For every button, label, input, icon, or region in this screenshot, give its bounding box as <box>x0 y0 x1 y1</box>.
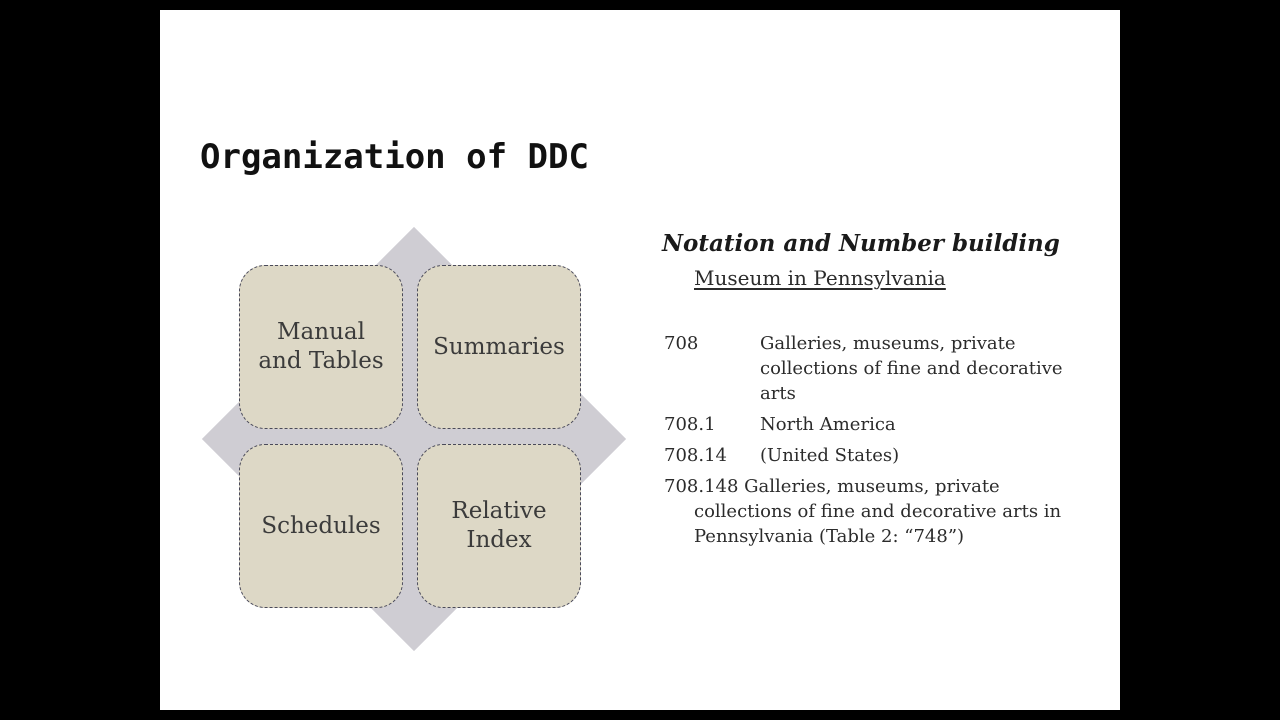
class-description: Galleries, museums, private collections of fine and decorative arts <box>760 333 1063 404</box>
example-subheading: Museum in Pennsylvania <box>694 266 946 290</box>
quadrant-schedules: Schedules <box>239 444 403 608</box>
notation-entry <box>664 443 1094 468</box>
notation-heading: Notation and Number building <box>662 230 1060 257</box>
class-description: North America <box>760 414 896 435</box>
notation-entry <box>664 412 1094 437</box>
class-description: Galleries, museums, private collections of fine and decorative arts in Pennsylvania (Table 2: “748”) <box>694 476 1062 547</box>
notation-entry-final <box>664 474 1094 549</box>
class-number: 708.148 <box>664 476 739 497</box>
slide <box>160 10 1120 710</box>
class-number: 708.1 <box>664 414 716 435</box>
quadrant-summaries: Summaries <box>417 265 581 429</box>
slide-title: Organization of DDC <box>200 137 589 177</box>
notation-entries <box>664 331 1094 549</box>
class-number: 708.14 <box>664 445 727 466</box>
quadrant-manual-and-tables: Manual and Tables <box>239 265 403 429</box>
class-description: (United States) <box>760 445 900 466</box>
notation-entry <box>664 331 1094 406</box>
ddc-organization-diagram <box>198 223 628 653</box>
notation-panel <box>664 228 1094 549</box>
class-number: 708 <box>664 333 699 354</box>
quadrant-relative-index: Relative Index <box>417 444 581 608</box>
